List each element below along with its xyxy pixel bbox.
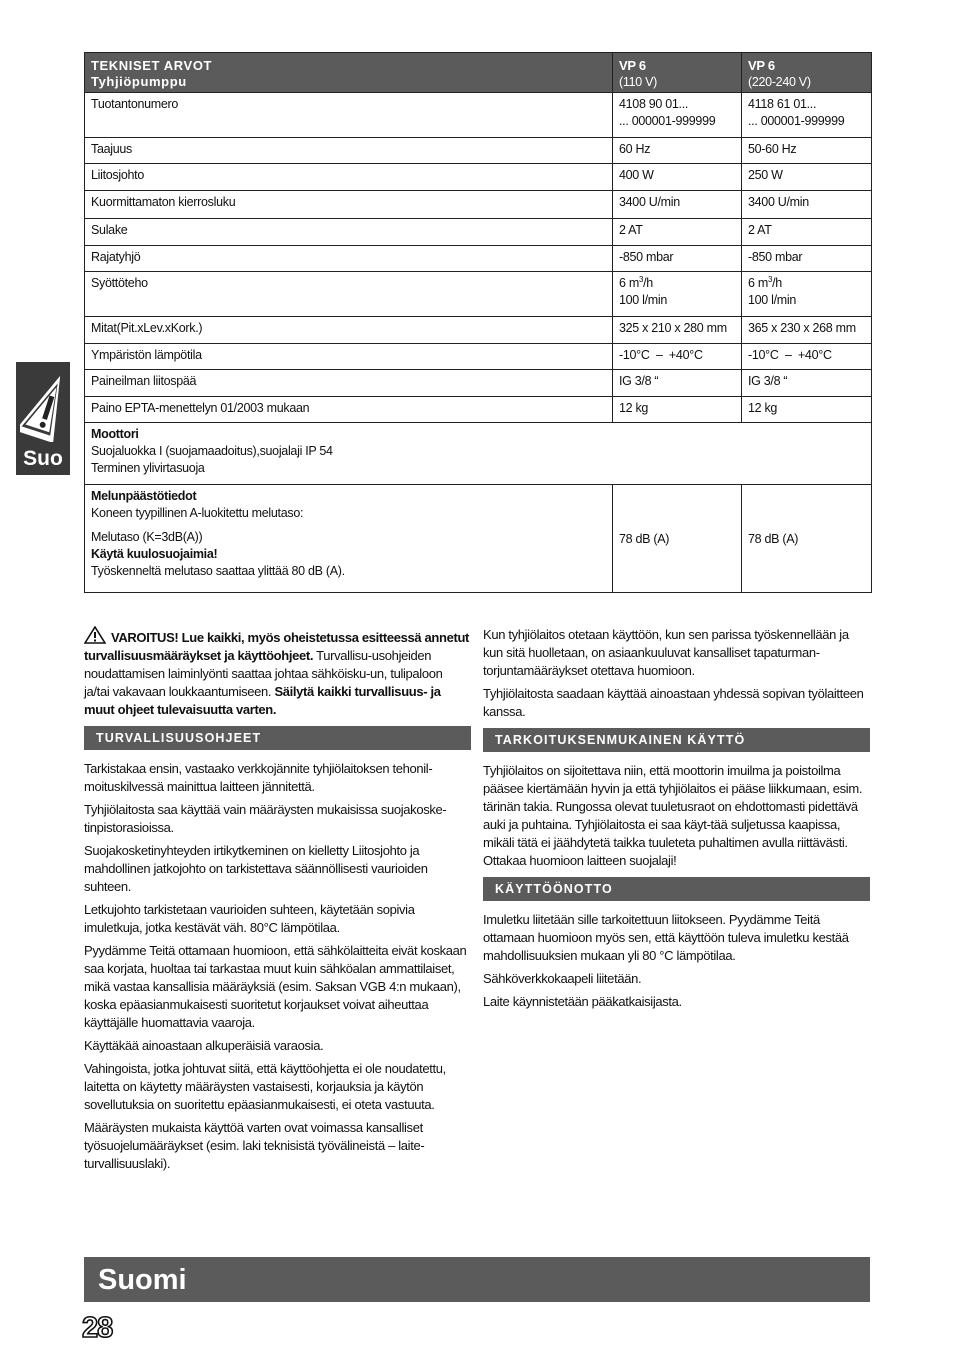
table-row (85, 397, 872, 423)
row-value: 12 kg (742, 397, 872, 423)
warning-paragraph (84, 626, 471, 719)
warning-triangle-icon (84, 626, 106, 644)
noise-line: Melutaso (K=3dB(A)) (91, 530, 203, 544)
noise-row (85, 485, 872, 593)
value-line: ... 000001-999999 (619, 114, 716, 128)
paragraph: Tyhjiölaitos on sijoitettava niin, että moottorin imuilma ja poistoilma pääsee kiertämään hyvin ja että tyhjiölaitos ei pääse liikkumaan, esim. tärinän takia. Rungossa olevat tuuletusraot on ehdottomasti pidettävä auki ja puhtaina. Tyhjiölaitosta ei saa käyt-tää suljetussa kaapissa, mikäli tätä ei jäähdytetä taikka tuuleteta puhaltimen avulla riittävästi. Ottakaa huomioon laitteen suojalaji! (483, 763, 863, 868)
model-name: VP 6 (619, 58, 646, 73)
page-number: 28 (82, 1312, 113, 1344)
table-row (85, 93, 872, 138)
value-line: 100 l/min (619, 293, 668, 307)
table-row (85, 164, 872, 191)
row-label: Taajuus (85, 138, 613, 164)
section-heading-commissioning: KÄYTTÖÖNOTTO (483, 877, 870, 901)
paragraph: Kun tyhjiölaitos otetaan käyttöön, kun sen parissa työskennellään ja kun sitä huolletaan, on asiaankuuluvat kansalliset tapaturman-torjuntamääräykset otettava huomioon. (483, 627, 849, 678)
row-label: Tuotantonumero (85, 93, 613, 138)
row-value: IG 3/8 “ (613, 370, 742, 397)
table-title-cell (85, 53, 613, 93)
model-name: VP 6 (748, 58, 775, 73)
row-value: -850 mbar (742, 246, 872, 272)
table-row (85, 191, 872, 219)
motor-cell (85, 423, 872, 485)
row-value (742, 272, 872, 317)
motor-row (85, 423, 872, 485)
value-line (619, 275, 735, 292)
table-row (85, 344, 872, 370)
row-value: IG 3/8 “ (742, 370, 872, 397)
right-column (483, 626, 870, 1016)
noise-value: 78 dB (A) (613, 485, 742, 593)
value-line: ... 000001-999999 (748, 114, 845, 128)
row-value: 400 W (613, 164, 742, 191)
row-label: Ympäristön lämpötila (85, 344, 613, 370)
row-value: 2 AT (742, 219, 872, 246)
value-text: /h (772, 276, 782, 290)
row-value (613, 93, 742, 138)
language-side-tab (16, 362, 70, 475)
row-value (742, 93, 872, 138)
motor-title: Moottori (91, 427, 139, 441)
row-label: Kuormittamaton kierrosluku (85, 191, 613, 219)
paragraph: Sähköverkkokaapeli liitetään. (483, 971, 642, 986)
noise-title: Melunpäästötiedot (91, 489, 197, 503)
section-heading-intended-use: TARKOITUKSENMUKAINEN KÄYTTÖ (483, 728, 870, 752)
row-value: 250 W (742, 164, 872, 191)
row-value: -10°C – +40°C (742, 344, 872, 370)
row-label: Paino EPTA-menettelyn 01/2003 mukaan (85, 397, 613, 423)
row-value: -10°C – +40°C (613, 344, 742, 370)
superscript: 3 (767, 274, 773, 284)
noise-warning: Käytä kuulosuojaimia! (91, 547, 218, 561)
row-value: 60 Hz (613, 138, 742, 164)
value-text: 6 m (748, 276, 768, 290)
model-voltage: (110 V) (619, 75, 657, 89)
noise-value: 78 dB (A) (742, 485, 872, 593)
table-header-row (85, 53, 872, 93)
left-column (84, 626, 471, 1178)
row-value: 50-60 Hz (742, 138, 872, 164)
model-voltage: (220-240 V) (748, 75, 811, 89)
row-value: 365 x 230 x 268 mm (742, 317, 872, 344)
warning-text: Turvallisu-usohjeiden noudattamisen laiminlyönti saattaa johtaa sähköisku-un, tulipaloon ja/tai vakavaan loukkaantumiseen. (84, 648, 443, 699)
technical-data-table (84, 52, 872, 593)
section-heading-safety: TURVALLISUUSOHJEET (84, 726, 471, 750)
warning-icon (20, 370, 66, 442)
row-value (613, 272, 742, 317)
value-line: 100 l/min (748, 293, 797, 307)
row-value: 12 kg (613, 397, 742, 423)
table-row (85, 317, 872, 344)
footer-language-bar (84, 1257, 870, 1302)
footer-language: Suomi (98, 1264, 187, 1296)
table-row (85, 138, 872, 164)
noise-line: Koneen tyypillinen A-luokitettu melutaso: (91, 506, 304, 520)
model-110v-header (613, 53, 742, 93)
row-value: 325 x 210 x 280 mm (613, 317, 742, 344)
row-label: Syöttöteho (85, 272, 613, 317)
row-value: 2 AT (613, 219, 742, 246)
value-line: 4108 90 01... (619, 97, 689, 111)
table-row (85, 370, 872, 397)
paragraph: Suojakosketinyhteyden irtikytkeminen on kielletty Liitosjohto ja mahdollinen jatkojohto on tarkistettava säännöllisesti vaurioiden suhteen. (84, 843, 428, 894)
row-label: Mitat(Pit.xLev.xKork.) (85, 317, 613, 344)
row-label: Paineilman liitospää (85, 370, 613, 397)
value-text: 6 m (619, 276, 639, 290)
motor-line: Suojaluokka I (suojamaadoitus),suojalaji IP 54 (91, 444, 333, 458)
table-title: TEKNISET ARVOT (91, 58, 213, 73)
warning-bold: VAROITUS! Lue kaikki, myös oheistetussa esitteessä annetut turvallisuusmääräykset ja käyttöohjeet. (84, 630, 470, 663)
superscript: 3 (638, 274, 644, 284)
table-row (85, 219, 872, 246)
row-label: Liitosjohto (85, 164, 613, 191)
row-value: 3400 U/min (742, 191, 872, 219)
paragraph: Tyhjiölaitosta saa käyttää vain määräysten mukaisissa suojakoske-tinpistorasioissa. (84, 802, 447, 835)
noise-cell (85, 485, 613, 593)
paragraph: Käyttäkää ainoastaan alkuperäisiä varaosia. (84, 1038, 324, 1053)
paragraph: Laite käynnistetään pääkatkaisijasta. (483, 994, 682, 1009)
row-value: -850 mbar (613, 246, 742, 272)
paragraph: Tarkistakaa ensin, vastaako verkkojännite tyhjiölaitoksen tehonil-moituskilvessä mainittua laitteen jännitettä. (84, 761, 433, 794)
row-value: 3400 U/min (613, 191, 742, 219)
motor-line: Terminen ylivirtasuoja (91, 461, 205, 475)
warning-bold-keep: Säilytä kaikki turvallisuus- ja muut ohjeet tulevaisuutta varten. (84, 684, 441, 717)
paragraph: Imuletku liitetään sille tarkoitettuun liitokseen. Pyydämme Teitä ottamaan huomioon myös sen, että käyttöön tuleva imuletku kestää mahdollisuuksien mukaan yli 80 °C lämpötilaa. (483, 912, 849, 963)
model-230v-header (742, 53, 872, 93)
table-subtitle: Tyhjiöpumppu (91, 74, 187, 89)
paragraph: Tyhjiölaitosta saadaan käyttää ainoastaan yhdessä sopivan työlaitteen kanssa. (483, 686, 864, 719)
value-line (748, 275, 865, 292)
table-row (85, 246, 872, 272)
noise-line: Työskenneltä melutaso saattaa ylittää 80 dB (A). (91, 564, 345, 578)
row-label: Rajatyhjö (85, 246, 613, 272)
row-label: Sulake (85, 219, 613, 246)
value-line: 4118 61 01... (748, 97, 817, 111)
paragraph: Määräysten mukaista käyttöä varten ovat voimassa kansalliset työsuojelumääräykset (esim. laki teknisistä työvälineistä – laite-turvallisuuslaki). (84, 1120, 425, 1171)
paragraph: Vahingoista, jotka johtuvat siitä, että käyttöohjetta ei ole noudatettu, laitetta on käytetty määräysten vastaisesti, korjauksia ja käytön sovellutuksia on suoritettu epäasianmukaisesti, ei oteta vastuuta. (84, 1061, 446, 1112)
paragraph: Letkujohto tarkistetaan vaurioiden suhteen, käytetään sopivia imuletkuja, jotka kestävät väh. 80°C lämpötilaa. (84, 902, 415, 935)
paragraph: Pyydämme Teitä ottamaan huomioon, että sähkölaitteita eivät koskaan saa korjata, huoltaa tai tarkastaa muut kuin sähköalan ammattilaiset, mikä vastaa kansallisia määräyksiä (esim. Saksan VGB 4:n mukaan), koska epäasianmukaisesti suoritetut korjaukset voivat aiheuttaa käyttäjälle huomattavia vaaroja. (84, 943, 467, 1030)
value-text: /h (643, 276, 653, 290)
table-row (85, 272, 872, 317)
side-tab-label: Suo (23, 447, 63, 470)
